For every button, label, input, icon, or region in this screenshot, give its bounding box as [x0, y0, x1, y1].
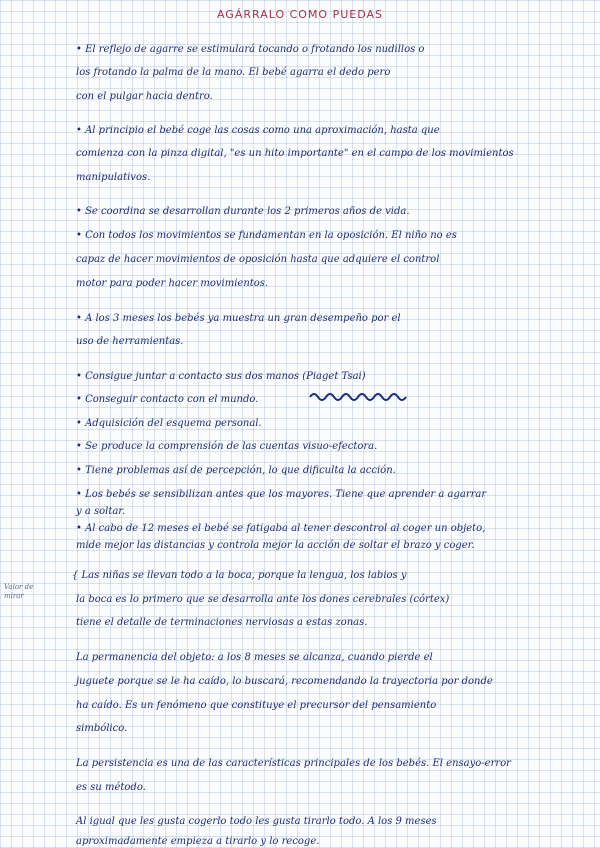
text-line: • Se coordina se desarrollan durante los 2 primeros años de vida. [76, 206, 410, 217]
text-line: es su método. [76, 782, 146, 793]
margin-note: Valor de mirar [4, 583, 34, 600]
text-line: La persistencia es una de las características principales de los bebés. El ensayo-error [76, 758, 511, 769]
text-line: • Tiene problemas así de percepción, lo que dificulta la acción. [76, 465, 396, 476]
text-line: los frotando la palma de la mano. El bebé agarra el dedo pero [76, 67, 391, 78]
text-line: aproximadamente empieza a tirarlo y lo recoge. [76, 836, 320, 847]
text-line: • El reflejo de agarre se estimulará tocando o frotando los nudillos o [76, 44, 425, 55]
text-line: • Adquisición del esquema personal. [76, 418, 262, 429]
text-line: ha caído. Es un fenómeno que constituye el precursor del pensamiento [76, 700, 437, 711]
text-line: Al igual que les gusta cogerlo todo les gusta tirarlo todo. A los 9 meses [76, 816, 437, 827]
text-line: • Con todos los movimientos se fundamentan en la oposición. El niño no es [76, 230, 457, 241]
text-line: la boca es lo primero que se desarrolla ante los dones cerebrales (córtex) [76, 594, 450, 605]
text-line: motor para poder hacer movimientos. [76, 278, 269, 289]
text-line: • Conseguir contacto con el mundo. [76, 394, 259, 405]
text-line: juguete porque se le ha caído, lo buscará, recomendando la trayectoria por donde [76, 676, 493, 687]
text-line: mide mejor las distancias y controla mejor la acción de soltar el brazo y coger. [76, 540, 475, 551]
page-title: AGÁRRALO COMO PUEDAS [216, 8, 384, 21]
scribble-mark [308, 392, 408, 402]
text-line: uso de herramientas. [76, 336, 184, 347]
text-line: y a soltar. [76, 506, 126, 517]
text-line: simbólico. [76, 723, 128, 734]
text-line: comienza con la pinza digital, "es un hito importante" en el campo de los movimientos [76, 148, 514, 159]
text-line: • Al principio el bebé coge las cosas como una aproximación, hasta que [76, 125, 440, 136]
text-line: • Se produce la comprensión de las cuentas visuo-efectora. [76, 441, 378, 452]
text-line: • A los 3 meses los bebés ya muestra un gran desempeño por el [76, 313, 401, 324]
text-line: manipulativos. [76, 172, 151, 183]
text-line: La permanencia del objeto: a los 8 meses se alcanza, cuando pierde el [76, 652, 433, 663]
text-line: • Consigue juntar a contacto sus dos manos (Piaget Tsai) [76, 371, 366, 382]
text-line: tiene el detalle de terminaciones nerviosas a estas zonas. [76, 617, 368, 628]
text-line: • Al cabo de 12 meses el bebé se fatigaba al tener descontrol al coger un objeto, [76, 523, 486, 534]
text-line: • Los bebés se sensibilizan antes que los mayores. Tiene que aprender a agarrar [76, 489, 487, 500]
text-line: con el pulgar hacia dentro. [76, 91, 213, 102]
text-line: { Las niñas se llevan todo a la boca, porque la lengua, los labios y [72, 570, 407, 581]
text-line: capaz de hacer movimientos de oposición hasta que adquiere el control [76, 254, 440, 265]
